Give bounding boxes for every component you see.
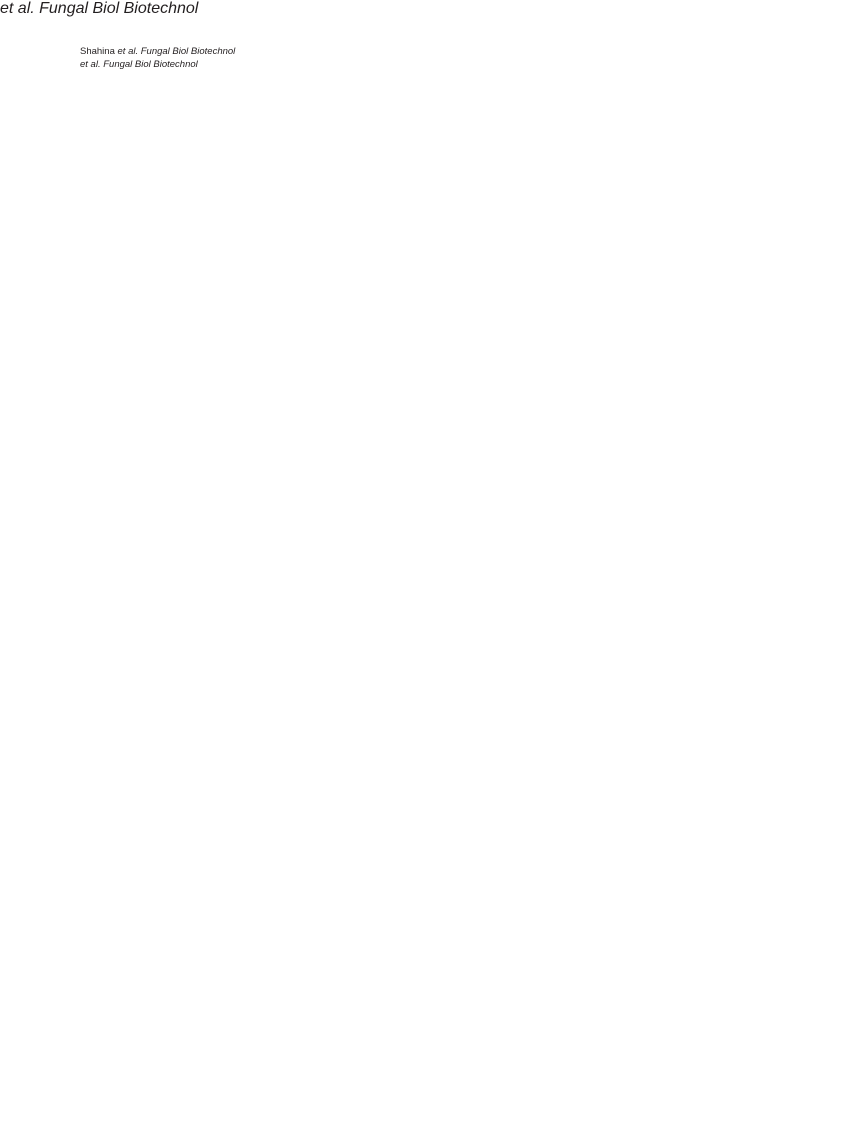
citation-journal: et al. Fungal Biol Biotechnol: [80, 59, 198, 70]
citation-journal: et al. Fungal Biol Biotechnol: [114, 46, 236, 57]
citation-header: [80, 45, 235, 71]
citation-author: Shahina: [80, 46, 115, 57]
citation-journal: et al. Fungal Biol Biotechnol: [0, 0, 199, 17]
